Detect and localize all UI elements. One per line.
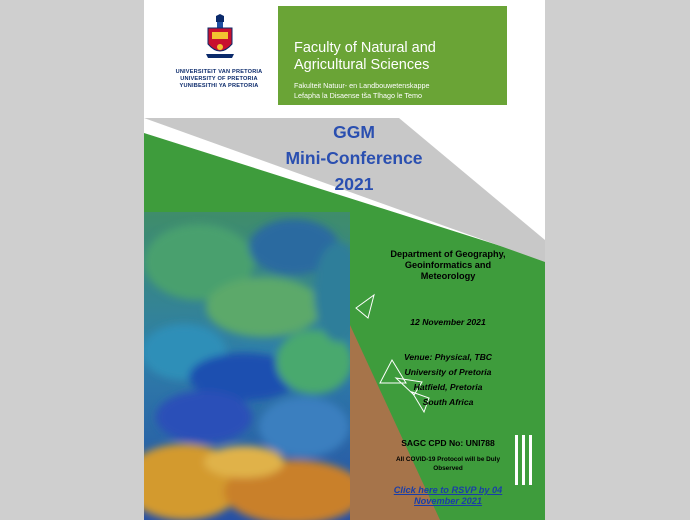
rsvp-link[interactable] (360, 485, 536, 507)
event-date: 12 November 2021 (410, 317, 486, 327)
faculty-banner (278, 6, 507, 105)
university-name-sepedi: YUNIBESITHI YA PRETORIA (179, 83, 259, 89)
conference-title-line1: GGM (333, 122, 375, 142)
address-line: Hatfield, Pretoria (413, 382, 483, 392)
covid-notice (360, 456, 536, 473)
conference-title-line3: 2021 (334, 174, 374, 194)
address-block (360, 367, 536, 408)
university-name-afrikaans: UNIVERSITEIT VAN PRETORIA (175, 69, 263, 75)
address-line: University of Pretoria (404, 367, 492, 377)
university-name-english: UNIVERSITY OF PRETORIA (180, 76, 258, 82)
department-line: Department of Geography, (390, 249, 506, 259)
decorative-bar (529, 435, 532, 485)
faculty-title-line: Agricultural Sciences (294, 57, 430, 73)
covid-line: All COVID-19 Protocol will be Duly (395, 456, 501, 463)
watercolor-map-painting (144, 212, 350, 520)
rsvp-line: November 2021 (414, 496, 482, 506)
rsvp-line: Click here to RSVP by 04 (393, 485, 503, 495)
poster-page (144, 0, 545, 520)
conference-title-line2: Mini-Conference (285, 148, 423, 168)
faculty-title (294, 40, 504, 74)
university-crest-icon (204, 14, 236, 60)
address-line: South Africa (422, 397, 474, 407)
faculty-subtitle-afrikaans: Fakulteit Natuur- en Landbouwetenskappe (294, 81, 430, 90)
decorative-bar (515, 435, 518, 485)
faculty-subtitle-sepedi: Lefapha la Disaense tša Tlhago le Temo (294, 91, 422, 100)
decorative-bar (522, 435, 525, 485)
department-name (360, 249, 536, 282)
faculty-title-line: Faculty of Natural and (294, 40, 436, 56)
department-line: Geoinformatics and (404, 260, 492, 270)
covid-line: Observed (433, 464, 463, 472)
venue-text: Venue: Physical, TBC (403, 352, 493, 362)
cpd-number: SAGC CPD No: UNI788 (401, 438, 495, 448)
department-line: Meteorology (420, 271, 476, 281)
